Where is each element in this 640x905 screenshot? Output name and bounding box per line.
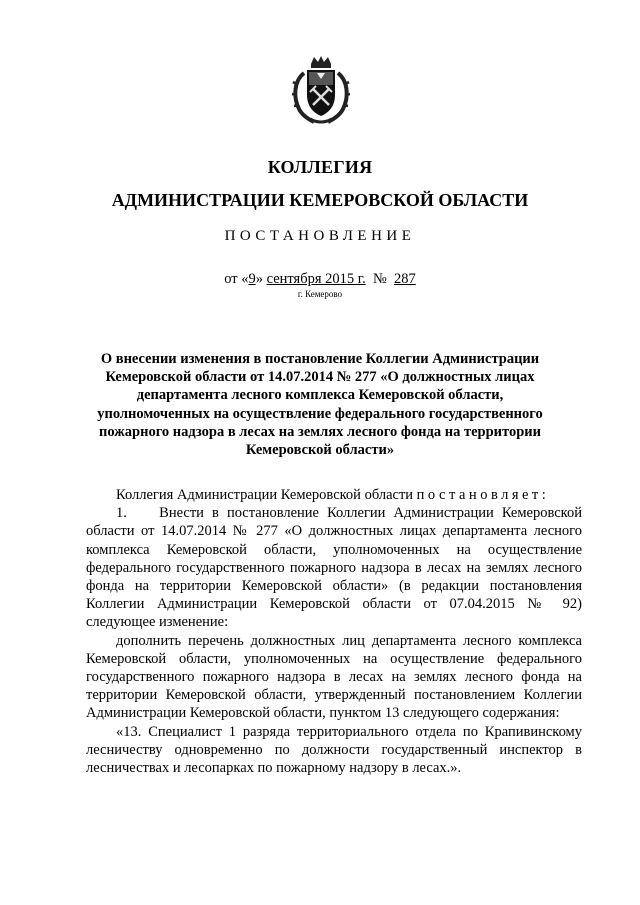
quote-open: « xyxy=(241,271,249,287)
item-13-paragraph: «13. Специалист 1 разряда территориального отдела по Крапивинскому лесничеству одновременно по должности государственный инспектор в лесничествах и лесопарках по пожарному надзору в лесах.». xyxy=(86,723,582,777)
document-body xyxy=(86,486,582,777)
intro-verb: постановляет: xyxy=(416,487,550,503)
number-sign: № xyxy=(372,271,387,287)
item-1-paragraph: 1. Внести в постановление Коллегии Администрации Кемеровской области от 14.07.2014 № 277 «О должностных лицах департамента лесного комплекса Кемеровской области, уполномоченных на осуществление федерального государственного пожарного надзора в лесах на землях лесного фонда на территории Кемеровской области» (в редакции постановления Коллегии Администрации Кемеровской области от 07.04.2015 № 92) следующее изменение: xyxy=(86,505,582,631)
date-day: 9 xyxy=(248,271,256,287)
document-type: ПОСТАНОВЛЕНИЕ xyxy=(224,228,416,244)
org-title-line2: АДМИНИСТРАЦИИ КЕМЕРОВСКОЙ ОБЛАСТИ xyxy=(111,190,529,210)
intro-paragraph xyxy=(86,486,582,504)
date-month-year: сентября 2015 г. xyxy=(266,271,366,287)
document-subject: О внесении изменения в постановление Коллегии Администрации Кемеровской области от 14.07.2014 № 277 «О должностных лицах департамента лесного комплекса Кемеровской области, уполномоченных на осуществление федерального государственного пожарного надзора в лесах на землях лесного фонда на территории Кемеровской области» xyxy=(97,351,543,459)
document-number: 287 xyxy=(394,271,416,287)
intro-text: Коллегия Администрации Кемеровской области xyxy=(116,487,414,503)
org-title-line1: КОЛЛЕГИЯ xyxy=(267,157,373,177)
quote-close: » xyxy=(255,271,263,287)
date-number-line xyxy=(0,271,640,288)
date-prefix: от xyxy=(224,271,238,287)
item-1-text-paragraph: дополнить перечень должностных лиц департамента лесного комплекса Кемеровской области, уполномоченных на осуществление федерального государственного пожарного надзора в лесах на землях лесного фонда на территории Кемеровской области, утвержденный постановлением Коллегии Администрации Кемеровской области, пунктом 13 следующего содержания: xyxy=(86,632,582,722)
city-name: г. Кемерово xyxy=(297,289,343,299)
coat-of-arms-icon xyxy=(290,55,352,127)
